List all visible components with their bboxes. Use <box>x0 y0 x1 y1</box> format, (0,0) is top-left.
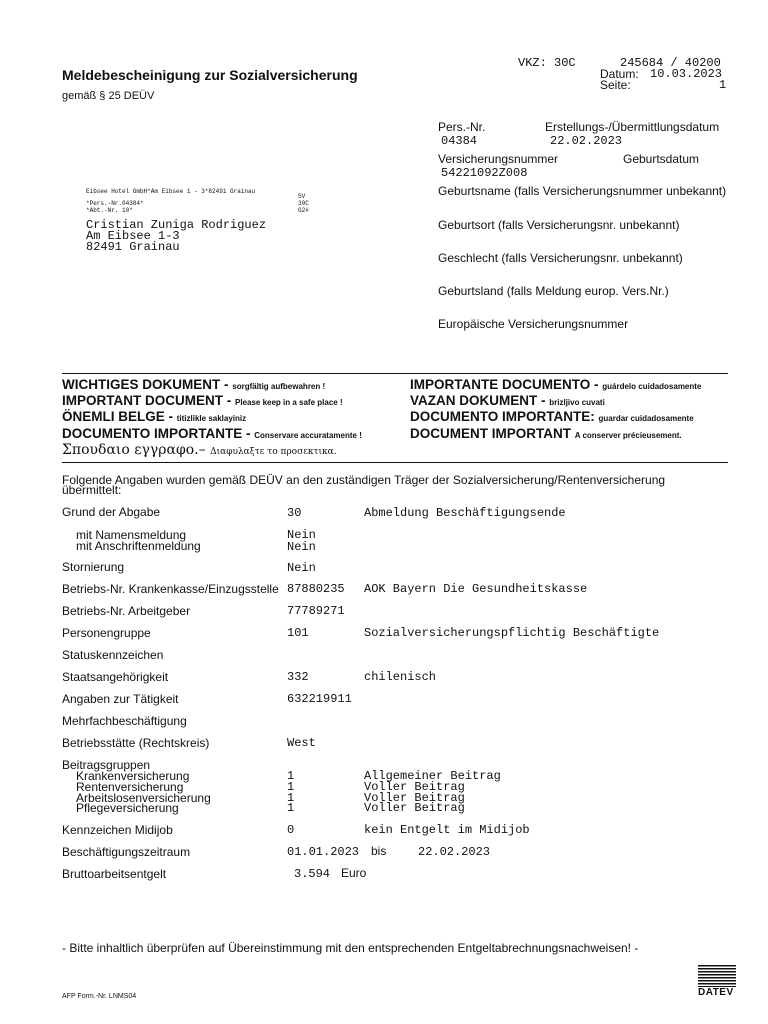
bz-to: 22.02.2023 <box>418 845 491 859</box>
intro-line-2: übermittelt: <box>62 483 122 497</box>
datum-value: 10.03.2023 <box>650 67 723 81</box>
recipient-street: Am Eibsee 1-3 <box>86 229 180 243</box>
staat-text: chilenisch <box>364 670 437 684</box>
av-label: Arbeitslosenversicherung <box>76 791 211 805</box>
ref-numbers: 245684 / 40200 <box>620 56 721 70</box>
bstaette-label: Betriebsstätte (Rechtskreis) <box>62 736 210 750</box>
rv-code: 1 <box>287 780 295 794</box>
warning-de: WICHTIGES DOKUMENT - sorgfältig aufbewahren ! <box>62 377 326 392</box>
pers-line: *Pers.-Nr.04384* <box>86 200 144 207</box>
sender-line: Eibsee Hotel GmbH*Am Eibsee 1 - 3*82491 Grainau <box>86 188 256 195</box>
bg-label: Beitragsgruppen <box>62 758 151 772</box>
storno-label: Stornierung <box>62 560 125 574</box>
ag-label: Betriebs-Nr. Arbeitgeber <box>62 604 191 618</box>
page-title: Meldebescheinigung zur Sozialversicherung <box>62 67 358 83</box>
warning-tr: ÖNEMLI BELGE - titizlikle saklayiniz <box>62 409 247 424</box>
recipient-name: Cristian Zuniga Rodriguez <box>86 218 267 232</box>
address-code-vkz: 30C <box>298 200 309 207</box>
midi-label: Kennzeichen Midijob <box>62 823 173 837</box>
geburtsdatum-label: Geburtsdatum <box>623 152 700 166</box>
warning-it: DOCUMENTO IMPORTANTE - Conservare accuratamente ! <box>62 426 362 441</box>
versicherungsnummer-label: Versicherungsnummer <box>438 152 559 166</box>
warning-gr: Σπουδαιο εγγραφο.– Διαφυλαξτε το προσεκτικα. <box>62 442 337 458</box>
av-code: 1 <box>287 791 295 805</box>
warning-pt: DOCUMENTO IMPORTANTE: guardar cuidadosamente <box>410 409 694 424</box>
bstaette-value: West <box>287 736 316 750</box>
warning-es: IMPORTANTE DOCUMENTO - guárdelo cuidadosamente <box>410 377 702 392</box>
warning-en: IMPORTANT DOCUMENT - Please keep in a safe place ! <box>62 393 343 408</box>
namensmeldung-value: Nein <box>287 528 316 542</box>
pv-code: 1 <box>287 801 295 815</box>
pv-label: Pflegeversicherung <box>76 801 179 815</box>
staat-label: Staatsangehörigkeit <box>62 670 169 684</box>
eu-vers-label: Europäische Versicherungsnummer <box>438 317 629 331</box>
midi-text: kein Entgelt im Midijob <box>364 823 530 837</box>
brutto-unit: Euro <box>341 866 367 880</box>
kv-text: Allgemeiner Beitrag <box>364 769 501 783</box>
rv-text: Voller Beitrag <box>364 780 465 794</box>
erstellung-label: Erstellungs-/Übermittlungsdatum <box>545 120 720 134</box>
abt-line: *Abt.-Nr. 10* <box>86 207 133 214</box>
warning-fr: DOCUMENT IMPORTANT A conserver précieusement. <box>410 426 682 441</box>
datev-logo-text: DATEV <box>698 987 734 998</box>
rv-label: Rentenversicherung <box>76 780 184 794</box>
datev-logo-icon <box>698 965 736 987</box>
warning-hr: VAZAN DOKUMENT - brizljivo cuvati <box>410 393 605 408</box>
address-code-sv: SV <box>298 193 306 200</box>
kv-code: 1 <box>287 769 295 783</box>
bz-label: Beschäftigungszeitraum <box>62 845 191 859</box>
warning-top-rule <box>62 373 728 374</box>
pers-nr-label: Pers.-Nr. <box>438 120 486 134</box>
kk-code: 87880235 <box>287 582 345 596</box>
page-subtitle: gemäß § 25 DEÜV <box>62 90 155 102</box>
erstellung-value: 22.02.2023 <box>550 134 623 148</box>
grund-code: 30 <box>287 506 302 520</box>
brutto-label: Bruttoarbeitsentgelt <box>62 867 167 881</box>
taet-label: Angaben zur Tätigkeit <box>62 692 179 706</box>
footer-notice: - Bitte inhaltlich überprüfen auf Übereinstimmung mit den entsprechenden Entgeltabrechnungsnachweisen! - <box>62 941 639 955</box>
staat-code: 332 <box>287 670 309 684</box>
taet-code: 632219911 <box>287 692 352 706</box>
midi-code: 0 <box>287 823 295 837</box>
pers-nr-value: 04384 <box>441 134 478 148</box>
anschriften-value: Nein <box>287 540 316 554</box>
vkz: VKZ: 30C <box>518 56 576 70</box>
address-code-g2: G2# <box>298 207 309 214</box>
kk-text: AOK Bayern Die Gesundheitskasse <box>364 582 588 596</box>
datum-label: Datum: <box>600 67 639 81</box>
seite-value: 1 <box>719 78 727 92</box>
form-number: AFP Form.-Nr. LNMS04 <box>62 993 137 1000</box>
warning-bottom-rule <box>62 462 728 463</box>
kk-label: Betriebs-Nr. Krankenkasse/Einzugsstelle <box>62 582 279 596</box>
bz-bis: bis <box>371 844 387 858</box>
versicherungsnummer-value: 54221092Z008 <box>441 166 528 180</box>
kv-label: Krankenversicherung <box>76 769 190 783</box>
grund-text: Abmeldung Beschäftigungsende <box>364 506 566 520</box>
grund-label: Grund der Abgabe <box>62 505 161 519</box>
pg-label: Personengruppe <box>62 626 151 640</box>
brutto-value: 3.594 <box>294 867 331 881</box>
seite-label: Seite: <box>600 78 631 92</box>
pg-code: 101 <box>287 626 309 640</box>
namensmeldung-label: mit Namensmeldung <box>76 528 187 542</box>
status-label: Statuskennzeichen <box>62 648 164 662</box>
storno-value: Nein <box>287 561 316 575</box>
geburtsname-label: Geburtsname (falls Versicherungsnummer unbekannt) <box>438 184 727 198</box>
pg-text: Sozialversicherungspflichtig Beschäftigte <box>364 626 660 640</box>
intro-line-1: Folgende Angaben wurden gemäß DEÜV an den zuständigen Träger der Sozialversicherung/Rentenversicherung <box>62 473 666 487</box>
av-text: Voller Beitrag <box>364 791 465 805</box>
pv-text: Voller Beitrag <box>364 801 465 815</box>
ag-code: 77789271 <box>287 604 345 618</box>
anschriften-label: mit Anschriftenmeldung <box>76 539 201 553</box>
bz-from: 01.01.2023 <box>287 845 360 859</box>
geburtsland-label: Geburtsland (falls Meldung europ. Vers.Nr.) <box>438 284 669 298</box>
geburtsort-label: Geburtsort (falls Versicherungsnr. unbekannt) <box>438 218 680 232</box>
mehrfach-label: Mehrfachbeschäftigung <box>62 714 187 728</box>
recipient-city: 82491 Grainau <box>86 240 180 254</box>
geschlecht-label: Geschlecht (falls Versicherungsnr. unbekannt) <box>438 251 683 265</box>
